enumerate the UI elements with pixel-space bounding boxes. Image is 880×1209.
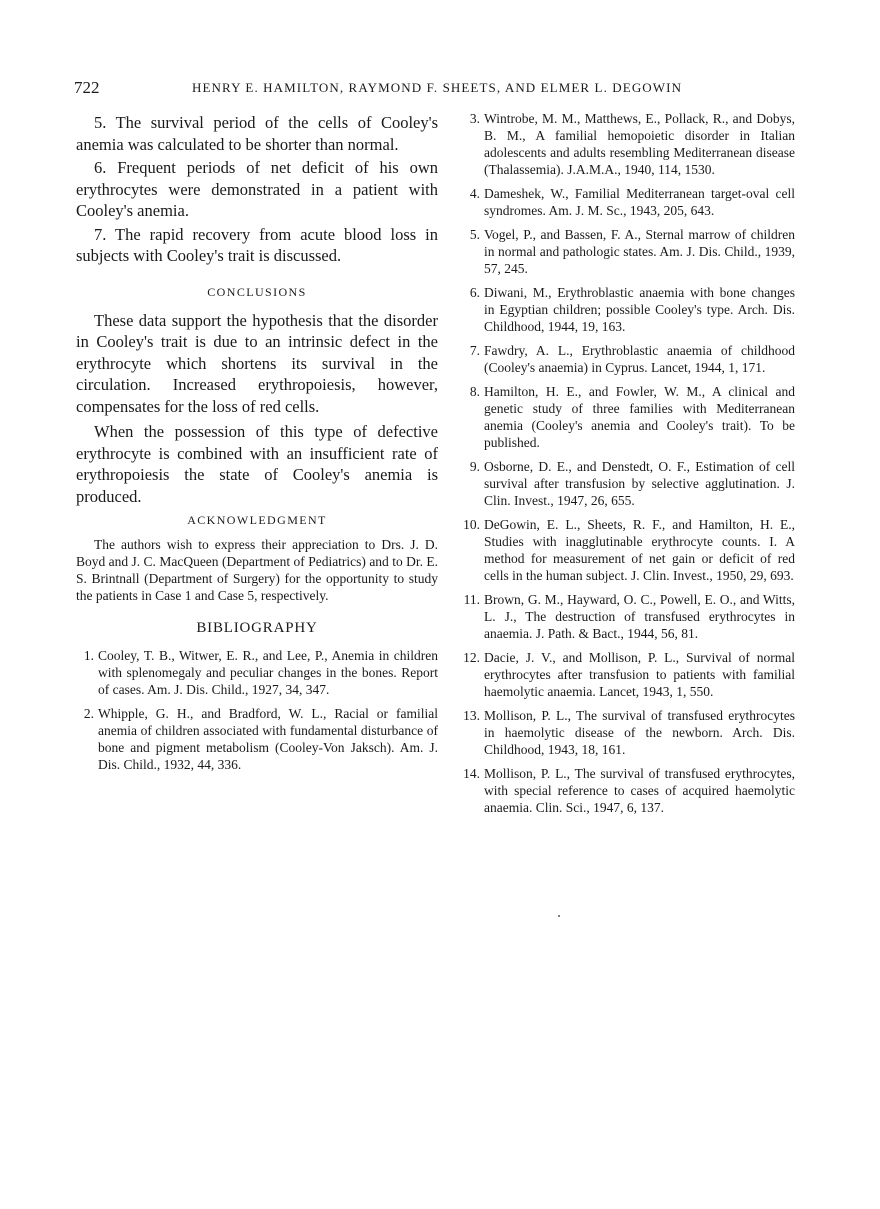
reference-item (460, 458, 795, 509)
summary-item: 7. The rapid recovery from acute blood loss in subjects with Cooley's trait is discussed. (76, 224, 438, 265)
reference-item (460, 226, 795, 277)
running-head (74, 78, 804, 102)
reference-text: Wintrobe, M. M., Matthews, E., Pollack, R., and Dobys, B. M., A familial hemopoietic disorder in Italian adolescents and adults resembling Mediterranean disease (Thalassemia). J.A.M.A., 1940, 114, 1530. (484, 111, 795, 177)
reference-number: 11. (463, 592, 480, 607)
acknowledgment-heading: ACKNOWLEDGMENT (187, 513, 327, 527)
summary-item: 6. Frequent periods of net deficit of his own erythrocytes were demonstrated in a patient with Cooley's anemia. (76, 158, 438, 220)
conclusions-heading: CONCLUSIONS (207, 284, 307, 299)
reference-number: 2. (83, 706, 94, 721)
acknowledgment-text: The authors wish to express their appreciation to Drs. J. D. Boyd and J. C. MacQueen (Department of Pediatrics) and to Dr. E. S. Brintnall (Department of Surgery) for the opportunity to study the patients in Case 1 and Case 5, respectively. (76, 537, 438, 603)
reference-number: 4. (469, 186, 480, 201)
reference-text: Diwani, M., Erythroblastic anaemia with bone changes in Egyptian children; possible Cooley's type. Arch. Dis. Childhood, 1944, 19, 163. (484, 285, 795, 334)
reference-text: DeGowin, E. L., Sheets, R. F., and Hamilton, H. E., Studies with inagglutinable erythrocyte counts. I. A method for measurement of net gain or deficit of red cells in the human subject. J. Clin. Invest., 1950, 29, 693. (484, 517, 795, 583)
reference-text: Brown, G. M., Hayward, O. C., Powell, E. O., and Witts, L. J., The destruction of transfused erythrocytes in anaemia. J. Path. & Bact., 1944, 56, 81. (484, 592, 795, 641)
reference-text: Dameshek, W., Familial Mediterranean target-oval cell syndromes. Am. J. M. Sc., 1943, 205, 643. (484, 186, 795, 218)
reference-item (460, 185, 795, 219)
reference-item (460, 765, 795, 816)
reference-text: Hamilton, H. E., and Fowler, W. M., A clinical and genetic study of three families with Mediterranean anemia (Cooley's anemia and Cooley's trait). To be published. (484, 384, 795, 450)
reference-text: Fawdry, A. L., Erythroblastic anaemia of childhood (Cooley's anaemia) in Cyprus. Lancet, 1944, 1, 171. (484, 343, 795, 375)
reference-item (460, 516, 795, 584)
reference-number: 7. (469, 343, 480, 358)
reference-number: 14. (463, 766, 480, 781)
right-column (460, 110, 795, 823)
bibliography-heading: BIBLIOGRAPHY (196, 620, 318, 636)
reference-text: Osborne, D. E., and Denstedt, O. F., Estimation of cell survival after transfusion by selective agglutination. J. Clin. Invest., 1947, 26, 655. (484, 459, 795, 508)
reference-number: 12. (463, 650, 480, 665)
reference-number: 8. (469, 384, 480, 399)
reference-item (76, 705, 438, 773)
reference-number: 9. (469, 459, 480, 474)
reference-item (460, 284, 795, 335)
conclusions-paragraph: These data support the hypothesis that the disorder in Cooley's trait is due to an intrinsic defect in the erythrocyte which shortens its survival in the circulation. Increased erythropoiesis, however, compensates for the loss of red cells. (76, 310, 438, 416)
left-column (76, 112, 438, 780)
page-number: 722 (74, 78, 100, 97)
reference-item (460, 383, 795, 451)
reference-item (460, 591, 795, 642)
reference-item (460, 342, 795, 376)
reference-text: Whipple, G. H., and Bradford, W. L., Racial or familial anemia of children associated with fundamental disturbance of bone and pigment metabolism (Cooley-Von Jaksch). Am. J. Dis. Child., 1932, 44, 336. (98, 706, 438, 772)
reference-number: 10. (463, 517, 480, 532)
reference-number: 1. (83, 648, 94, 663)
running-head-authors: HENRY E. HAMILTON, RAYMOND F. SHEETS, AND ELMER L. DEGOWIN (192, 80, 683, 95)
reference-text: Cooley, T. B., Witwer, E. R., and Lee, P., Anemia in children with splenomegaly and peculiar changes in the bones. Report of cases. Am. J. Dis. Child., 1927, 34, 347. (98, 648, 438, 697)
reference-number: 6. (469, 285, 480, 300)
reference-item (460, 707, 795, 758)
reference-text: Mollison, P. L., The survival of transfused erythrocytes in haemolytic disease of the newborn. Arch. Dis. Childhood, 1943, 18, 161. (484, 708, 795, 757)
print-speck (558, 915, 560, 917)
reference-number: 5. (469, 227, 480, 242)
summary-item: 5. The survival period of the cells of Cooley's anemia was calculated to be shorter than normal. (76, 113, 438, 154)
reference-item (460, 110, 795, 178)
conclusions-paragraph: When the possession of this type of defective erythrocyte is combined with an insufficient rate of erythropoiesis the state of Cooley's anemia is produced. (76, 422, 438, 506)
reference-number: 3. (469, 111, 480, 126)
reference-text: Vogel, P., and Bassen, F. A., Sternal marrow of children in normal and pathologic states. Am. J. Dis. Child., 1939, 57, 245. (484, 227, 795, 276)
reference-number: 13. (463, 708, 480, 723)
reference-text: Dacie, J. V., and Mollison, P. L., Survival of normal erythrocytes after transfusion to patients with familial haemolytic anaemia. Lancet, 1943, 1, 550. (484, 650, 795, 699)
reference-item (76, 647, 438, 698)
reference-text: Mollison, P. L., The survival of transfused erythrocytes, with special reference to cases of acquired haemolytic anaemia. Clin. Sci., 1947, 6, 137. (484, 766, 795, 815)
reference-item (460, 649, 795, 700)
